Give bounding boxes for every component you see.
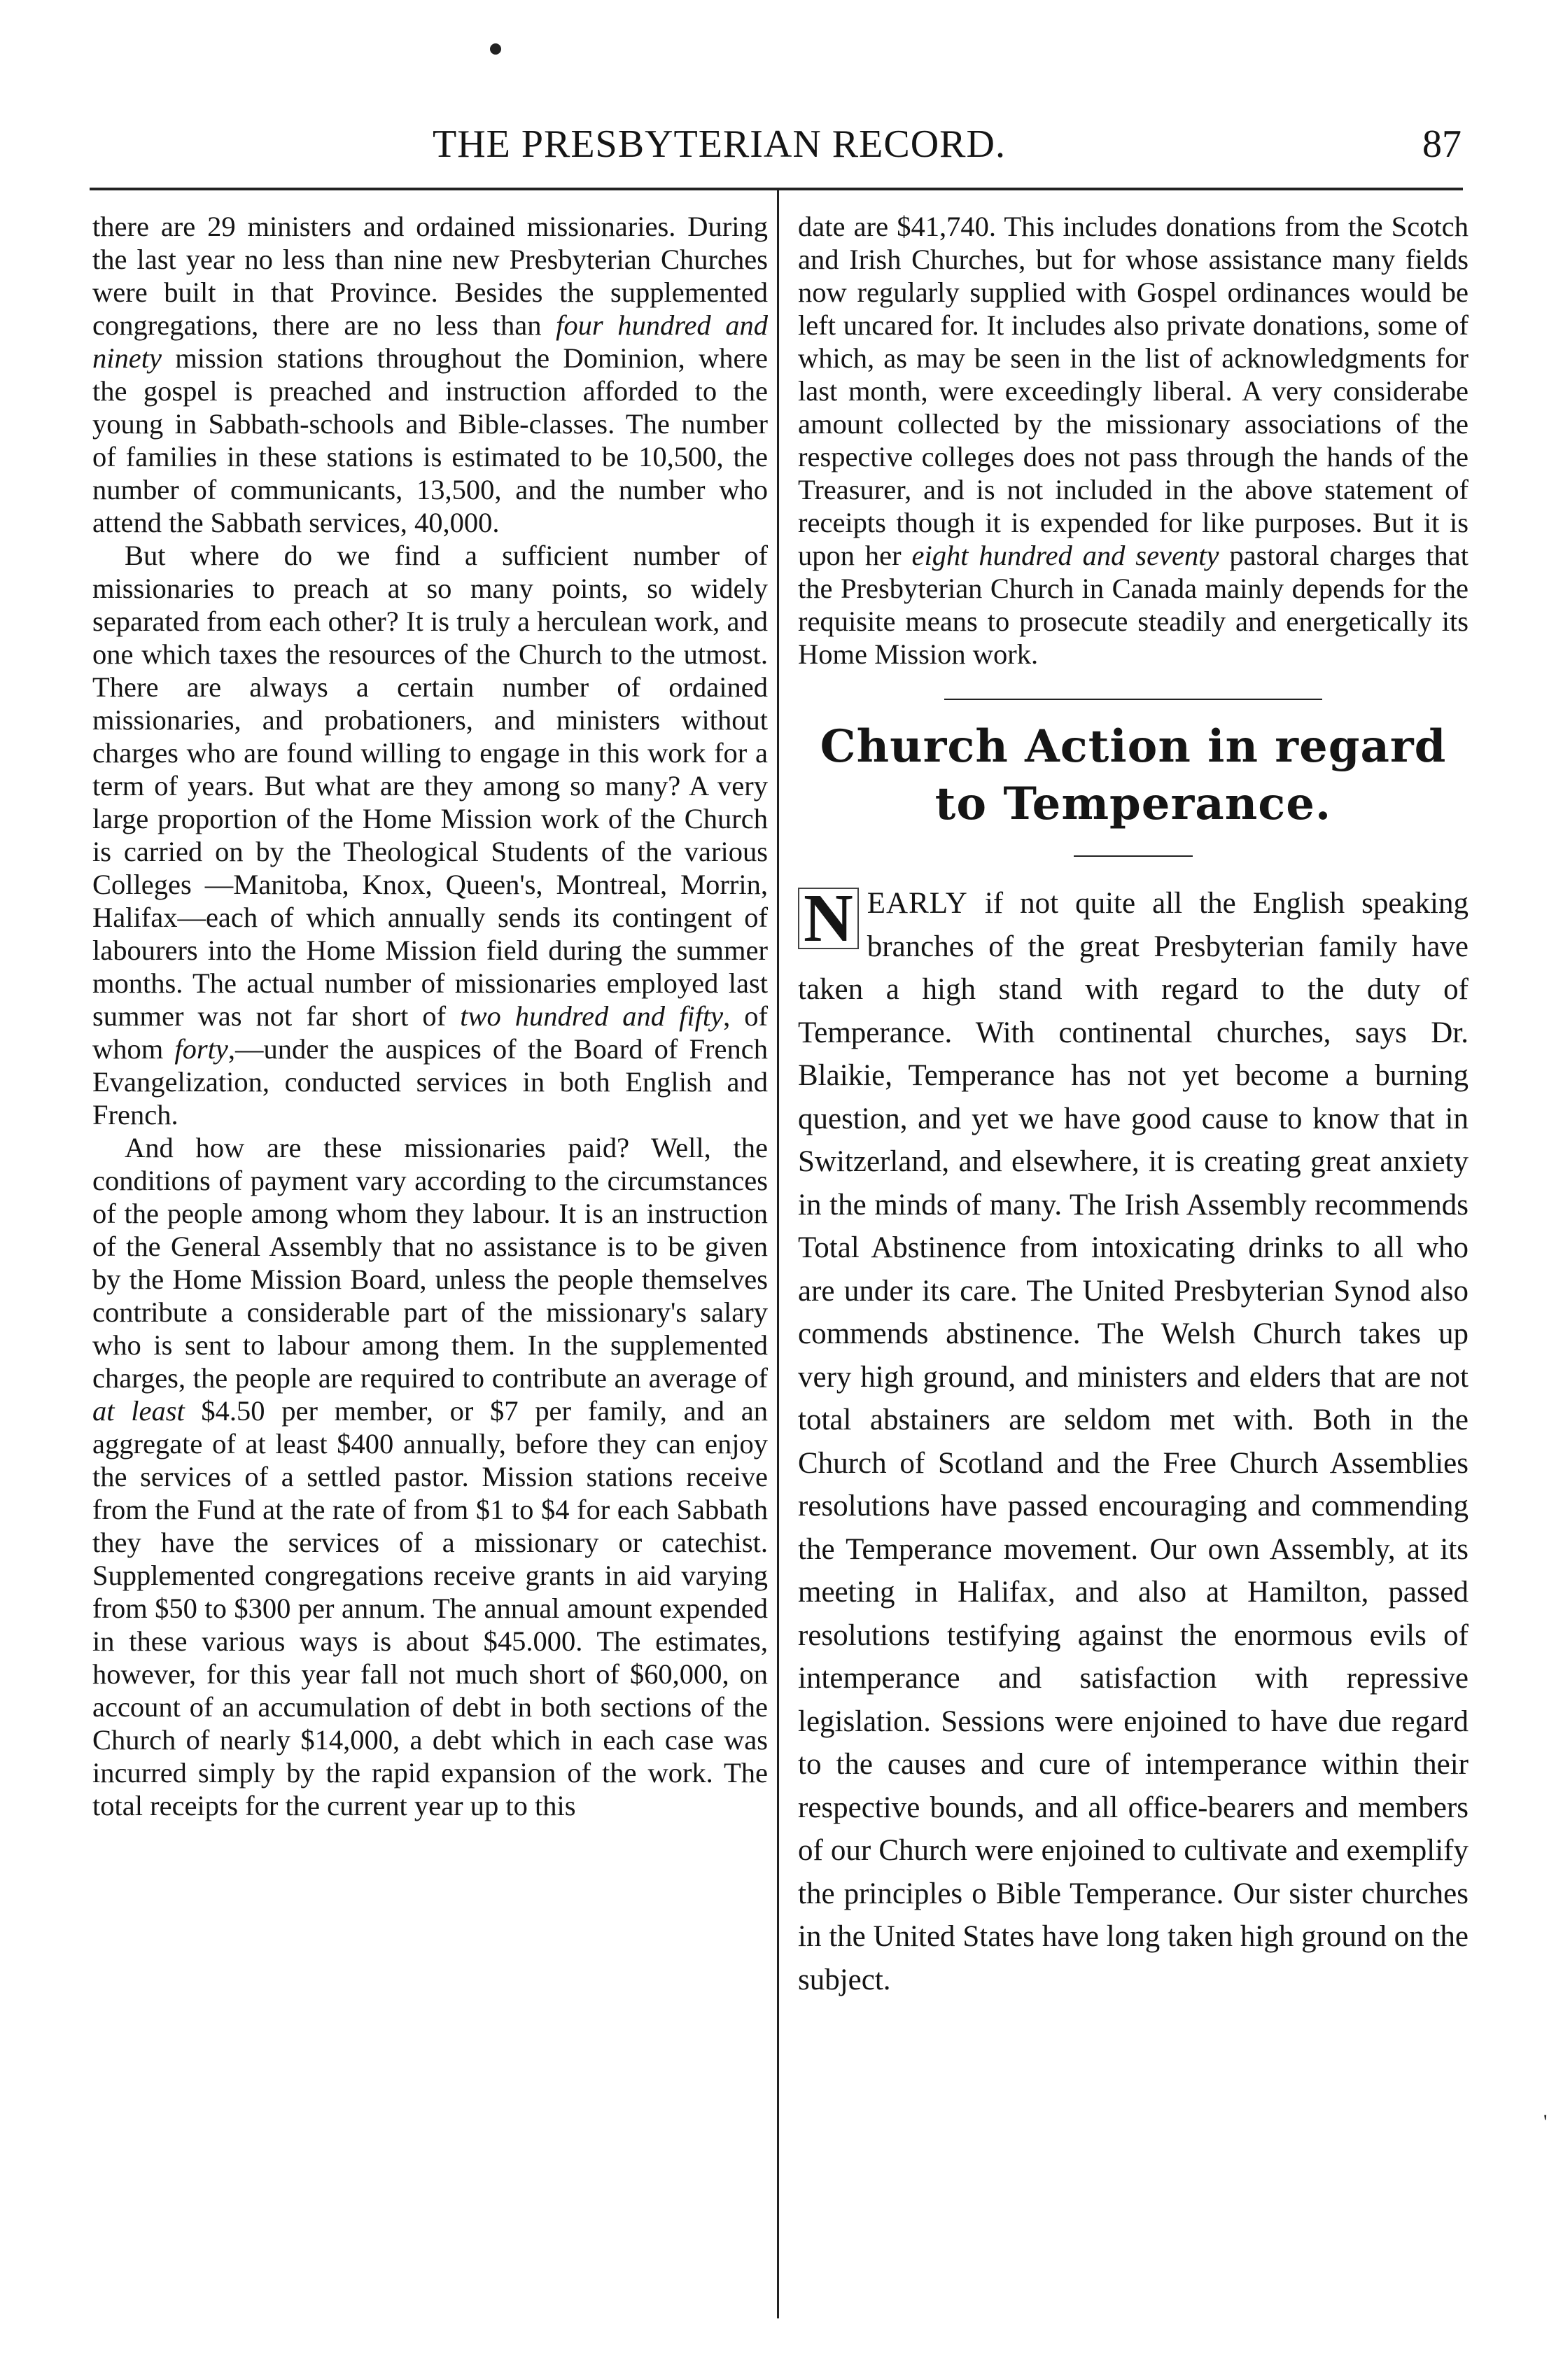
heading-rule [1074, 855, 1193, 857]
page-number: 87 [1422, 122, 1462, 166]
drop-cap: N [798, 888, 859, 949]
text-run: pastoral charges that the Presbyterian Church in Canada mainly depends for the requisite means to prosecute steadily and energetically its Home Mission work. [798, 540, 1469, 670]
page-header [90, 119, 1476, 182]
column-divider [777, 190, 779, 2318]
article-paragraph [798, 882, 1469, 2001]
running-title: THE PRESBYTERIAN RECORD. [433, 122, 1006, 166]
margin-mark: ' [1543, 2110, 1548, 2134]
text-run: date are $41,740. This includes donations from the Scotch and Irish Churches, but for whose assistance many fields now regularly supplied with Gospel ordinances would be left uncared for. It includes also private donations, some of which, as may be seen in the list of acknowledgments for last month, were exceedingly liberal. A very considerabe amount collected by the missionary associations of the respective colleges does not pass through the hands of the Treasurer, and is not included in the above statement of receipts though it is expended for like purposes. But it is upon her [798, 211, 1469, 571]
paragraph [798, 210, 1469, 671]
italic-text: forty [174, 1033, 228, 1065]
text-run: ,—under the auspices of the Board of French Evangelization, conducted services in both English and French. [92, 1033, 768, 1130]
text-run: $4.50 per member, or $7 per family, and an aggregate of at least $400 annually, before they can enjoy the services of a settled pastor. Mission stations receive from the Fund at the rate of from $1 to $4 for each Sabbath they have the services of a missionary or catechist. Supplemented congregations receive grants in aid varying from $50 to $300 per annum. The annual amount expended in these various ways is about $45.000. The estimates, however, for this year fall not much short of $60,000, on account of an accumulation of debt in both sections of the Church of nearly $14,000, a debt which in each case was incurred simply by the rapid expansion of the work. The total receipts for the current year up to this [92, 1395, 768, 1821]
text-run: And how are these missionaries paid? Well, the conditions of payment vary according to the circumstances of the people among whom they labour. It is an instruction of the General Assembly that no assistance is to be given by the Home Mission Board, unless the people themselves contribute a considerable part of the missionary's salary who is sent to labour among them. In the supplemented charges, the people are required to contribute an average of [92, 1132, 768, 1394]
text-run: But where do we find a sufficient number of missionaries to preach at so many points, so widely separated from each other? It is truly a herculean work, and one which taxes the resources of the Church to the utmost. There are always a certain number of ordained missionaries, and probationers, and ministers without charges who are found willing to engage in this work for a term of years. But what are they among so many? A very large proportion of the Home Mission work of the Church is carried on by the Theological Students of the various Colleges —Manitoba, Knox, Queen's, Montreal, Morrin, Halifax—each of which annually sends its contingent of labourers into the Home Mission field during the summer months. The actual number of missionaries employed last summer was not far short of [92, 540, 768, 1032]
text-run: there are 29 ministers and ordained missionaries. During the last year no less than nine new Presbyterian Churches were built in that Province. Besides the supplemented congregations, there are no less than [92, 211, 768, 341]
italic-text: at least [92, 1395, 185, 1427]
right-column [798, 210, 1469, 2001]
italic-text: four hundred and ninety [92, 309, 769, 374]
paragraph [92, 539, 768, 1131]
left-column [92, 210, 768, 1822]
first-word: EARLY [867, 887, 968, 920]
text-run: , of whom [92, 1000, 769, 1065]
article-heading: Church Action in regard to Temperance. [820, 720, 1447, 830]
text-run: if not quite all the English speaking branches of the great Presbyterian family have taken a high stand with regard to the duty of Temperance. With continental churches, says Dr. Blaikie, Temperance has not yet become a burning question, and yet we have good cause to know that in Switzerland, and elsewhere, it is creating great anxiety in the minds of many. The Irish Assembly recommends Total Abstinence from intoxicating drinks to all who are under its care. The United Presbyterian Synod also commends abstinence. The Welsh Church takes up very high ground, and ministers and elders that are not total abstainers are seldom met with. Both in the Church of Scotland and the Free Church Assemblies resolutions have passed encouraging and commending the Temperance movement. Our own Assembly, at its meeting in Halifax, and also at Hamilton, passed resolutions testifying against the enormous evils of intemperance and satisfaction with repressive legislation. Sessions were enjoined to have due regard to the causes and cure of intemperance within their respective bounds, and all office-bearers and members of our Church were enjoined to cultivate and exemplify the principles o Bible Temperance. Our sister churches in the United States have long taken high ground on the subject. [798, 887, 1469, 1996]
italic-text: two hundred and fifty [460, 1000, 724, 1032]
paragraph [92, 1131, 768, 1822]
ink-speck [490, 43, 501, 55]
section-rule [944, 699, 1322, 700]
header-rule [90, 188, 1463, 190]
italic-text: eight hundred and seventy [911, 540, 1219, 571]
paragraph [92, 210, 768, 539]
text-run: mission stations throughout the Dominion, where the gospel is preached and instruction afforded to the young in Sabbath-schools and Bible-classes. The number of families in these stations is estimated to be 10,500, the number of communicants, 13,500, and the number who attend the Sabbath services, 40,000. [92, 342, 768, 538]
